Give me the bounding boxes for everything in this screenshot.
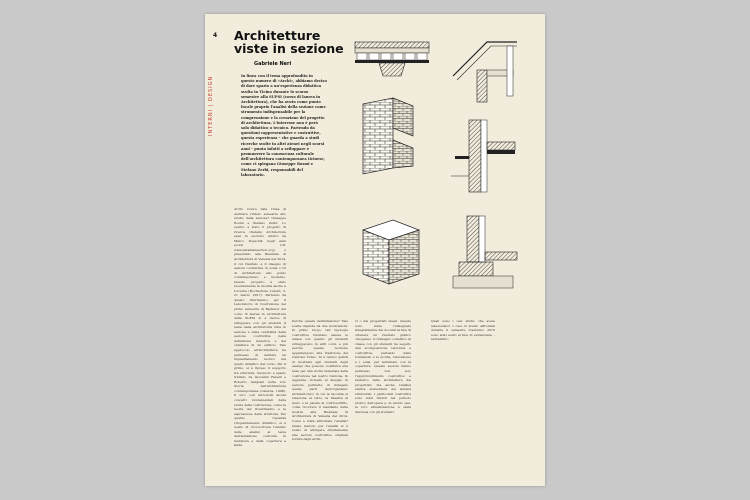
body-text: Perché questa delimitazione? Tale scelta dipende da due motivazioni. In primo luogo, tali tipologie costruttive risultano essere le stesse con quanto gli studenti sviluppavano in altri corsi, e più perché queste tecniche appartengono alla tradizione del Cantone Ticino. Si è tenuto quindi di mostrare agli studenti degli esempi che possono costituire una base per una storia materiale della costruzione nel nostro Cantone. In aggiunta, ricreare al disegno in sezione permette di indagare quelle parti dell'organismo architettonico in cui la facciata si relaziona al tetto, la finestra al muro e la parete al controsoffitto, come ricorrere il manifesto della mostra alla Biennale di Architettura di Venezia del 2014. Come è stata affrontata l'analisi? Quale metodo per l'analisi si è scelto di attingere direttamente alle sezioni costruttive originali fornite dagli archi- <box>292 319 348 442</box>
article-title: Architetture viste in sezione <box>234 28 344 56</box>
body-column-1 <box>234 207 286 472</box>
body-column-3 <box>355 319 411 479</box>
brick-wall-drawing <box>355 96 425 176</box>
page-number: 4 <box>213 32 218 39</box>
foundation-section-drawing <box>447 212 523 294</box>
body-text: Archi: Com'è nata l'idea di dedicare l'intero semestre allo studio della sezione? Giuseppe Rosmi e Stefano Zerbi: Lo spunto è stato il progetto di ricerca «Details: Architecture seen in section» diretto da Marco Pogacnik negli anni scorsi (cfr. www.detailsinsection.org) e presentato alla Biennale di Architettura di Venezia nel 2014, il cui risultato è il disegno di sezioni costruttive in scala 1:10 di architetture alto punto contemporaneo e moderno. Questo progetto è stato recentemente in mostra anche a Lucerna (Hochschule Luzern, 3-21 marzo 2017). Partendo da questo riferimento, per il Laboratorio di Costruzione del primo semestre di Bachelor del corso di laurea in Architettura della SUPSI si è deciso di sviluppare con gli studenti il tema della architettura viste in sezione e della centralità della sezione costruttiva nella definizione materica e del carattere di un edificio. Tale approccio all'architettura ha permesso di definire un inquadramento teorico ma quello didattico del corso. Per il primo, si è ripreso il supporto tra struttura, involucro e spazio trattato da Giovanni Fanelli e Roberto Gargiani nella loro Storia dell'architettura contemporanea (Laterza, 1998). Il loro così introdotti alcuni concetti fondamentali della storia della costruzione, come la teoria del rivestimento e la espressione della struttura. Per quanto riguarda l'inquadramento didattico, si è scelto di circoscrivere l'ambito delle analisi al tema dell'abitazione costruita in muratura e della copertura a falda. <box>234 207 286 448</box>
brick-corner-drawing <box>353 212 423 290</box>
body-text: Quali sono i casi studio che avete selezionato? I casi di studio affrontati durante il semestre d'autunno 2016 sono stati scelti al fine di evidenziare – nell'ambito <box>431 319 495 342</box>
article-author: Gabriele Neri <box>254 61 292 67</box>
roof-eave-drawing <box>349 36 435 80</box>
wall-section-drawing <box>447 116 523 196</box>
article-lead: In linea con il tema approfondito in questo numero di «Archi», abbiamo deciso di dare spazio a un'esperienza didattica svolta in Ticino durante lo scorso semestre alla SUPSI (corso di laurea in Architettura), che ha avuto come punto focale proprio l'analisi della sezione come strumento indispensabile per la comprensione e la creazione del progetto di architettura. L'interesse non è però solo didattico o tecnico. Partendo da questioni rappresentative e costruttive, questa esperienza – che guarda a studi ricerche svolte in altri atenei negli scorsi anni – punta infatti a sviluppare e promuovere la conoscenza culturale dell'architettura contemporanea ticinese, come ci spiegano Giuseppe Rosmi e Stefano Zerbi, responsabili del laboratorio. <box>241 74 327 177</box>
section-tag: INTERNI | DESIGN <box>208 75 214 136</box>
body-text: vi o dai progettisti stessi. Queste sono state ridisegnate integralmente dai docenti al fine di ottenere un risultato grafico omogeneo. Il ridisegno collettivo in classe con gli studenti ha seguito una scomposizione tettonica e costruttiva, partendo dalle fondazioni e le novità, l'elevazione e i solai, per terminare con la copertura. Queste sezioni hanno permesso non solo l'approfondimento costruttivo e materico delle architetture dei progettisti, ma anche l'analisi statica elementare dei sistemi strutturali. I particolari costruttivi sono stati ritratti nel periodo storico dell'opera e, in alcuni casi, la loro attualizzazione è stata discussa con gli studenti. <box>355 319 411 414</box>
body-column-4 <box>431 319 495 479</box>
body-column-2 <box>292 319 348 479</box>
magazine-page <box>205 14 545 486</box>
roof-section-drawing <box>447 36 523 104</box>
